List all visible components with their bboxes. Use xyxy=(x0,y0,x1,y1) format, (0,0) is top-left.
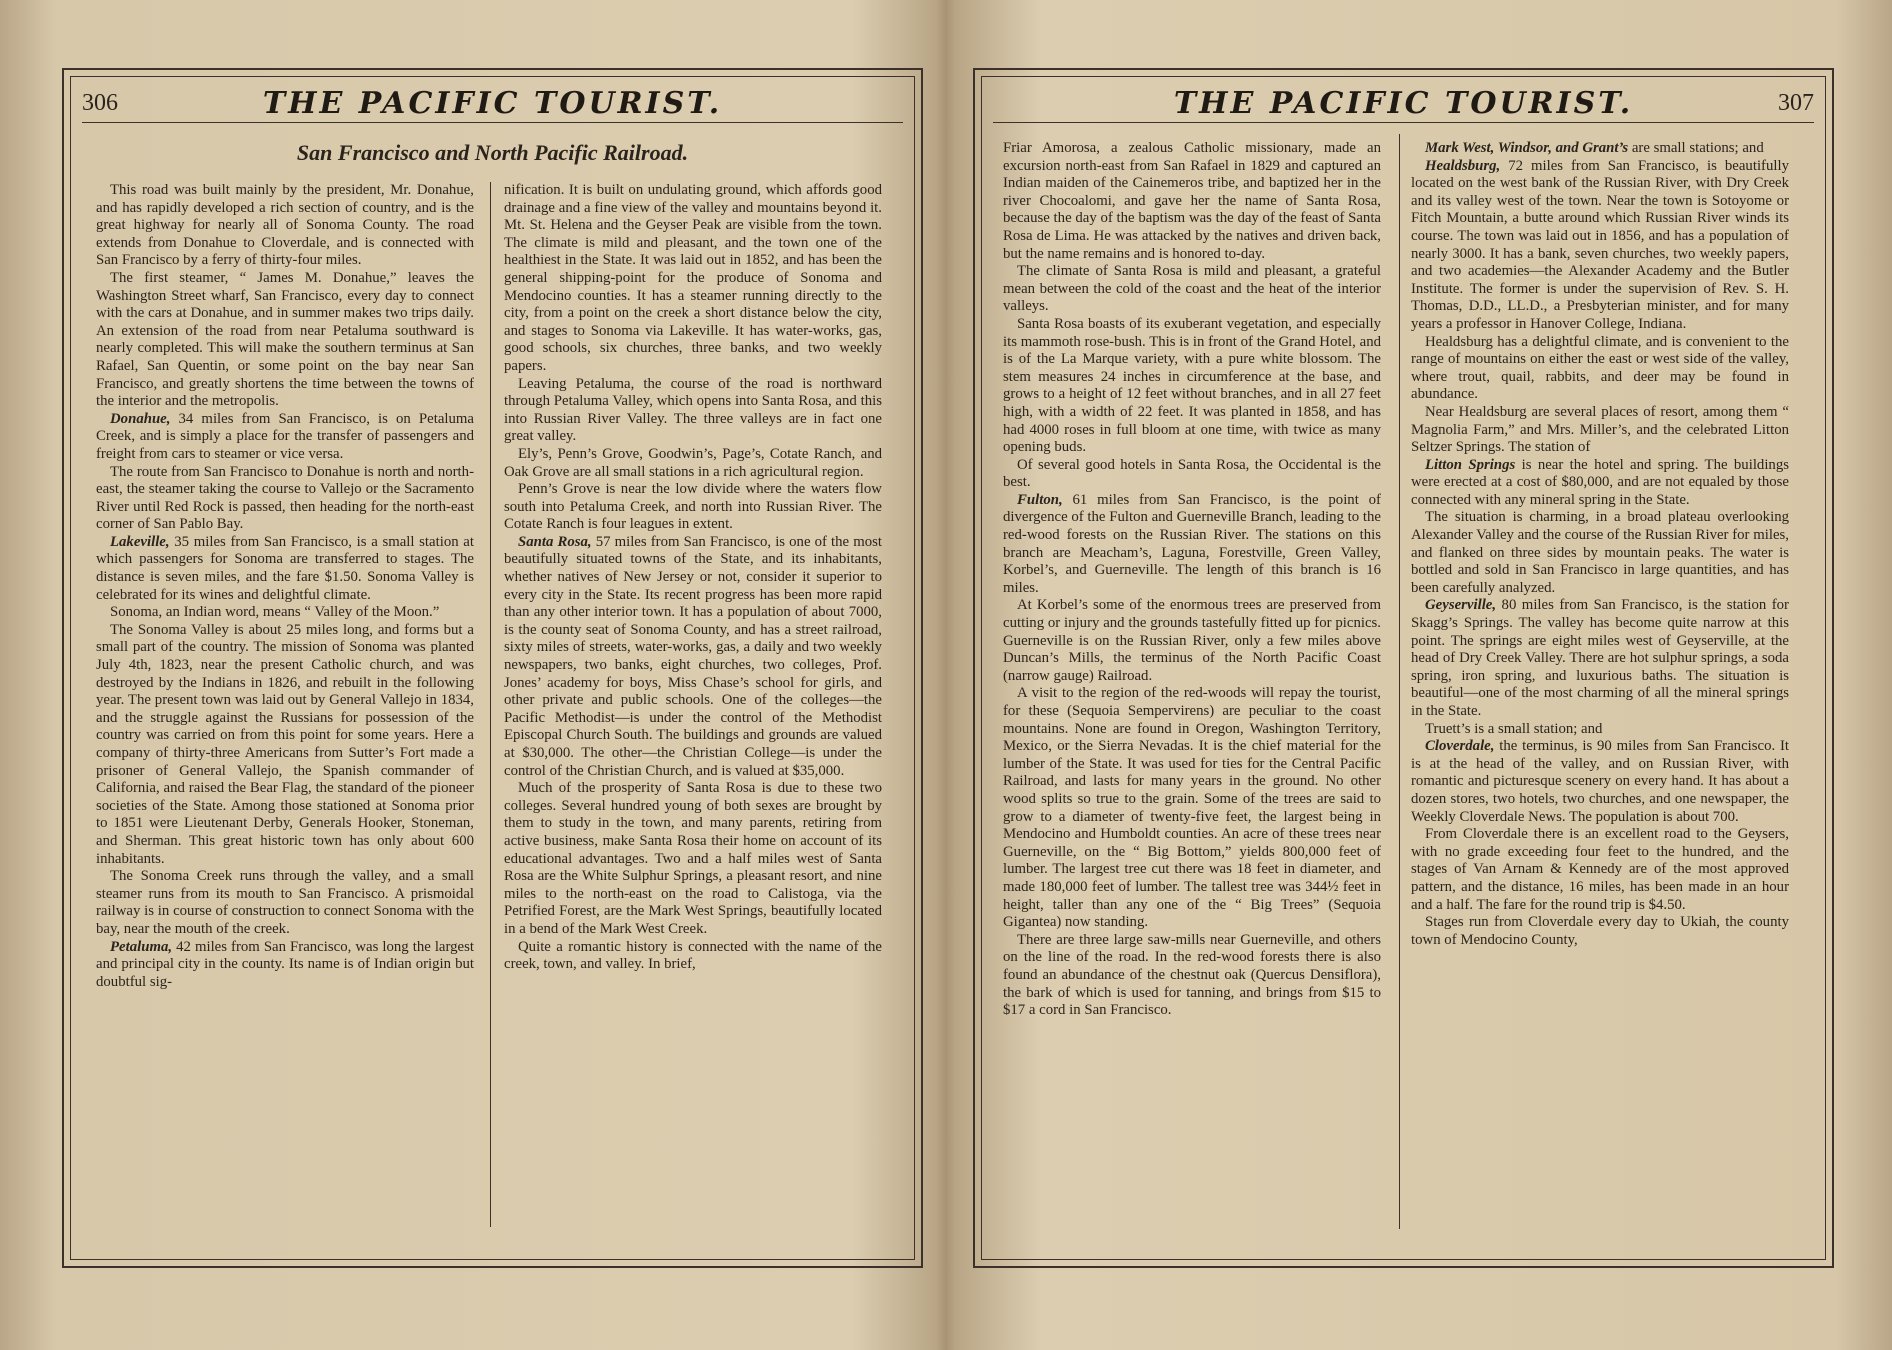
paragraph-text: At Korbel’s some of the enormous trees are preserved from cutting or injury and the grounds tastefully fitted up for picnics. Guerneville is on the Russian River, only a few miles above Duncan’s Mills, the terminus of the North Pacific Coast (narrow gauge) Railroad. xyxy=(1003,597,1381,684)
paragraph-text: Santa Rosa boasts of its exuberant vegetation, and especially its mammoth rose-bush. This is in front of the Grand Hotel, and is of the La Marque variety, with a pure white blossom. The stem measures 24 inches in circumference at the base, and grows to a height of 12 feet without branches, and in all 27 feet high, with a width of 22 feet. It was planted in 1858, and has had 4000 roses in full bloom at one time, with twice as many opening buds. xyxy=(1003,315,1381,456)
left-running-head: THE PACIFIC TOURIST. xyxy=(262,86,723,121)
paragraph-text: 57 miles from San Francisco, is one of the most beautifully situated towns of the State, and its inhabitants, whether natives of New Jersey or not, consider it superior to every city in the State. Its recent progress has been more rapid than any other interior town. It has a population of about 7000, is the county seat of Sonoma County, and has a street railroad, sixty miles of streets, water-works, gas, a daily and two weekly newspapers, two banks, eight churches, two colleges, Prof. Jones’ academy for boys, Miss Chase’s school for girls, and other private and public schools. One of the colleges—the Pacific Methodist—is under the control of the Methodist Episcopal Church South. The buildings and grounds are valued at $30,000. The other—the Christian College—is under the control of the Christian Church, and is valued at $35,000. xyxy=(504,533,882,779)
paragraph-text: 80 miles from San Francisco, is the station for Skagg’s Springs. The valley has become quite narrow at this point. The springs are eight miles west of Geyserville, at the head of Dry Creek Valley. There are hot sulphur springs, a soda spring, iron spring, and luxurious baths. The situation is beautiful—one of the most charming of all the mineral springs in the State. xyxy=(1411,597,1789,719)
paragraph-text: Penn’s Grove is near the low divide where the waters flow south into Petaluma Creek, and north into Russian River. The Cotate Ranch is four leagues in extent. xyxy=(504,481,882,533)
paragraph xyxy=(96,534,474,604)
paragraph xyxy=(96,270,474,411)
paragraph xyxy=(1411,738,1789,826)
paragraph-text: Quite a romantic history is connected with the name of the creek, town, and valley. In brief, xyxy=(504,938,882,973)
paragraph-text: Much of the prosperity of Santa Rosa is due to these two colleges. Several hundred young of both sexes are brought by them to study in the town, and many parents, retiring from active business, make Santa Rosa their home on account of its educational advantages. Two and a half miles west of Santa Rosa are the White Sulphur Springs, a pleasant resort, and nine miles to the north-east on the road to Calistoga, via the Petrified Forest, are the Mark West Springs, beautifully located in a bend of the Mark West Creek. xyxy=(504,780,882,937)
paragraph xyxy=(1003,932,1381,1020)
right-page xyxy=(973,68,1834,1268)
paragraph-text: Truett’s is a small station; and xyxy=(1425,720,1603,737)
paragraph xyxy=(96,622,474,868)
station-heading: Santa Rosa, xyxy=(518,533,592,550)
paragraph-text: From Cloverdale there is an excellent road to the Geysers, with no grade exceeding four feet to the hundred, and the stages of Van Arnam & Kennedy are of the most approved pattern, and the distance, 16 miles, has been made in an hour and a half. The fare for the round trip is $4.50. xyxy=(1411,826,1789,913)
paragraph-text: The first steamer, “ James M. Donahue,” leaves the Washington Street wharf, San Francisco, every day to connect with the cars at Donahue, and in summer makes two trips daily. An extension of the road from near Petaluma southward is nearly completed. This will make the southern terminus at San Rafael, San Quentin, or some point on the bay near San Francisco, and greatly shortens the time between the towns of the interior and the metropolis. xyxy=(96,269,474,410)
paragraph-text: are small stations; and xyxy=(1628,140,1764,156)
paragraph-text: Friar Amorosa, a zealous Catholic missionary, made an excursion north-east from San Rafael in 1829 and captured an Indian maiden of the Cainemeros tribe, and baptized her in the river Chocoalomi, and gave her the name of Santa Rosa, because the day of the baptism was the day of the feast of Santa Rosa de Lima. He was attacked by the natives and driven back, but the name remains and is honored to-day. xyxy=(1003,140,1381,262)
paragraph-text: Healdsburg has a delightful climate, and is convenient to the range of mountains on either the east or west side of the valley, where trout, quail, rabbits, and deer may be found in abundance. xyxy=(1411,333,1789,403)
paragraph xyxy=(504,780,882,938)
paragraph xyxy=(96,939,474,992)
column-rule xyxy=(1399,134,1400,1229)
column-rule xyxy=(490,182,491,1227)
right-column-2 xyxy=(1411,140,1789,1220)
paragraph xyxy=(1411,597,1789,720)
paragraph-text: The route from San Francisco to Donahue is north and north-east, the steamer taking the course to Vallejo or the Sacramento River until Red Rock is passed, then heading for the north-east corner of San Pablo Bay. xyxy=(96,463,474,533)
paragraph-text: Of several good hotels in Santa Rosa, the Occidental is the best. xyxy=(1003,456,1381,491)
paragraph xyxy=(96,868,474,938)
right-page-header xyxy=(993,84,1814,123)
paragraph-text: 61 miles from San Francisco, is the point of divergence of the Fulton and Guerneville Branch, leading to the red-wood forests on the Russian River. The stations on this branch are Meacham’s, Laguna, Forestville, Green Valley, Korbel’s, and Guerneville. The length of this branch is 16 miles. xyxy=(1003,491,1381,596)
paragraph xyxy=(504,376,882,446)
paragraph-text: Ely’s, Penn’s Grove, Goodwin’s, Page’s, Cotate Ranch, and Oak Grove are all small stations in a rich agricultural region. xyxy=(504,445,882,480)
paragraph-text: nification. It is built on undulating ground, which affords good drainage and a fine view of the valley and mountains beyond it. Mt. St. Helena and the Geyser Peak are visible from the town. The climate is mild and pleasant, and the town one of the healthiest in the State. It was laid out in 1852, and has been the general shipping-point for the produce of Sonoma and Mendocino counties. It has a steamer running directly to the city, from a point on the creek a short distance below the city, and stages to Sonoma via Lakeville. It has water-works, gas, good schools, six churches, three banks, and two weekly papers. xyxy=(504,182,882,374)
paragraph xyxy=(1411,140,1789,158)
station-heading: Cloverdale, xyxy=(1425,738,1495,755)
left-page-header xyxy=(82,84,903,123)
paragraph-text: Stages run from Cloverdale every day to Ukiah, the county town of Mendocino County, xyxy=(1411,914,1789,948)
paragraph xyxy=(504,481,882,534)
paragraph xyxy=(1003,316,1381,457)
paragraph-text: The situation is charming, in a broad plateau overlooking Alexander Valley and the course of the Russian River for miles, and flanked on three sides by mountain peaks. The water is bottled and sold in San Francisco in large quantities, and has been carefully analyzed. xyxy=(1411,509,1789,596)
paragraph xyxy=(1003,140,1381,263)
paragraph-text: Sonoma, an Indian word, means “ Valley of the Moon.” xyxy=(110,604,440,621)
paragraph-text: The Sonoma Creek runs through the valley, and a small steamer runs from its mouth to San Francisco. A prismoidal railway is in course of construction to connect Sonoma with the bay, near the mouth of the creek. xyxy=(96,868,474,937)
paragraph xyxy=(96,604,474,622)
paragraph xyxy=(504,182,882,376)
paragraph xyxy=(1003,685,1381,931)
paragraph xyxy=(1411,721,1789,739)
right-column-1 xyxy=(1003,140,1381,1220)
paragraph xyxy=(1003,492,1381,598)
station-heading: Lakeville, xyxy=(110,533,170,550)
station-heading: Petaluma, xyxy=(110,938,173,955)
paragraph-text: the terminus, is 90 miles from San Francisco. It is at the head of the valley, and on Russian River, with romantic and picturesque scenery on every hand. It has about a dozen stores, two hotels, two churches, and one newspaper, the Weekly Cloverdale News. The population is about 700. xyxy=(1411,738,1789,825)
paragraph xyxy=(1411,334,1789,404)
paragraph xyxy=(1411,914,1789,949)
station-heading: Litton Springs xyxy=(1425,456,1516,473)
station-heading: Healdsburg, xyxy=(1425,157,1501,174)
paragraph xyxy=(1411,509,1789,597)
paragraph-text: is near the hotel and spring. The buildings were erected at a cost of $80,000, and are not equaled by those connected with any mineral spring in the State. xyxy=(1411,456,1789,508)
paragraph-text: 34 miles from San Francisco, is on Petaluma Creek, and is simply a place for the transfer of passengers and freight from cars to steamer or vice versa. xyxy=(96,410,474,462)
paragraph xyxy=(1003,457,1381,492)
paragraph xyxy=(96,182,474,270)
paragraph xyxy=(504,939,882,974)
paragraph xyxy=(504,534,882,780)
paragraph xyxy=(1411,826,1789,914)
paragraph xyxy=(1411,457,1789,510)
left-page-number: 306 xyxy=(82,90,118,116)
paragraph-text: 72 miles from San Francisco, is beautifully located on the west bank of the Russian River, with Dry Creek and its valley west of the town. Near the town is Sotoyome or Fitch Mountain, a butte around which Russian River winds its course. The town was laid out in 1856, and has a population of nearly 3000. It has a bank, seven churches, two weekly papers, and two academies—the Alexander Academy and the Butler Institute. The former is under the supervision of Rev. S. H. Thomas, D.D., LL.D., a Presbyterian minister, and for many years a professor in Hanover College, Indiana. xyxy=(1411,157,1789,332)
paragraph-text: A visit to the region of the red-woods will repay the tourist, for these (Sequoia Sempervirens) are peculiar to the coast mountains. None are found in Oregon, Washington Territory, Mexico, or the Sierra Nevadas. It is the chief material for the lumber of the State. It was used for ties for the Central Pacific Railroad, and lasts for many years in the ground. No other wood splits so true to the grain. Some of the trees are said to grow to a diameter of twenty-five feet, the largest being in Mendocino and Humboldt counties. An acre of these trees near Guerneville, on the “ Big Bottom,” yields 800,000 feet of lumber. The largest tree cut there was 18 feet in diameter, and made 180,000 feet of lumber. The tallest tree was 344½ feet in height, taller than any one of the “ Big Trees” (Sequoia Gigantea) now standing. xyxy=(1003,685,1381,931)
right-running-head: THE PACIFIC TOURIST. xyxy=(1173,86,1634,121)
paragraph-text: This road was built mainly by the president, Mr. Donahue, and has rapidly developed a rich section of country, and is the great highway for nearly all of Sonoma County. The road extends from Donahue to Cloverdale, and is connected with San Francisco by a ferry of thirty-four miles. xyxy=(96,182,474,269)
station-heading: Mark West, Windsor, and Grant’s xyxy=(1425,140,1629,156)
paragraph-text: Near Healdsburg are several places of resort, among them “ Magnolia Farm,” and Mrs. Miller’s, and the celebrated Litton Seltzer Springs. The station of xyxy=(1411,403,1789,456)
paragraph xyxy=(1003,597,1381,685)
section-title: San Francisco and North Pacific Railroad. xyxy=(296,140,689,165)
paragraph-text: 35 miles from San Francisco, is a small station at which passengers for Sonoma are transferred to stages. The distance is seven miles, and the fare $1.50. Sonoma Valley is celebrated for its wines and delightful climate. xyxy=(96,533,474,603)
paragraph xyxy=(96,411,474,464)
left-column-1 xyxy=(96,182,474,1217)
paragraph xyxy=(1411,158,1789,334)
station-heading: Geyserville, xyxy=(1425,597,1497,614)
station-heading: Donahue, xyxy=(110,410,171,427)
paragraph-text: Leaving Petaluma, the course of the road is northward through Petaluma Valley, which opens into Santa Rosa, and this into Russian River Valley. The three valleys are in fact one great valley. xyxy=(504,375,882,445)
paragraph-text: The Sonoma Valley is about 25 miles long, and forms but a small part of the country. The mission of Sonoma was planted July 4th, 1823, near the present Catholic church, and was destroyed by the Indians in 1826, and rebuilt in the following year. The present town was laid out by General Vallejo in 1834, and the struggle against the Russians for possession of the country was carried on from this point for some years. Here a company of thirty-three Americans from Sutter’s Fort made a prisoner of General Vallejo, the Spanish commander of California, and raised the Bear Flag, the standard of the pioneer societies of the State. Among those stationed at Sonoma prior to 1851 were Lieutenant Derby, Generals Hooker, Stoneman, and Sherman. This great historic town has only about 600 inhabitants. xyxy=(96,621,474,867)
paragraph xyxy=(504,446,882,481)
left-column-2 xyxy=(504,182,882,1217)
paragraph-text: 42 miles from San Francisco, was long the largest and principal city in the county. Its name is of Indian origin but doubtful sig- xyxy=(96,938,474,990)
paragraph xyxy=(96,464,474,534)
paragraph xyxy=(1003,263,1381,316)
right-page-number: 307 xyxy=(1778,90,1814,116)
station-heading: Fulton, xyxy=(1017,491,1063,508)
paragraph xyxy=(1411,404,1789,457)
paragraph-text: The climate of Santa Rosa is mild and pleasant, a grateful mean between the cold of the coast and the heat of the interior valleys. xyxy=(1003,263,1381,315)
left-page xyxy=(62,68,923,1268)
paragraph-text: There are three large saw-mills near Guerneville, and others on the line of the road. In the red-wood forests there is also found an abundance of the chestnut oak (Quercus Densiflora), the bark of which is used for tanning, and brings from $15 to $17 a cord in San Francisco. xyxy=(1003,931,1381,1019)
